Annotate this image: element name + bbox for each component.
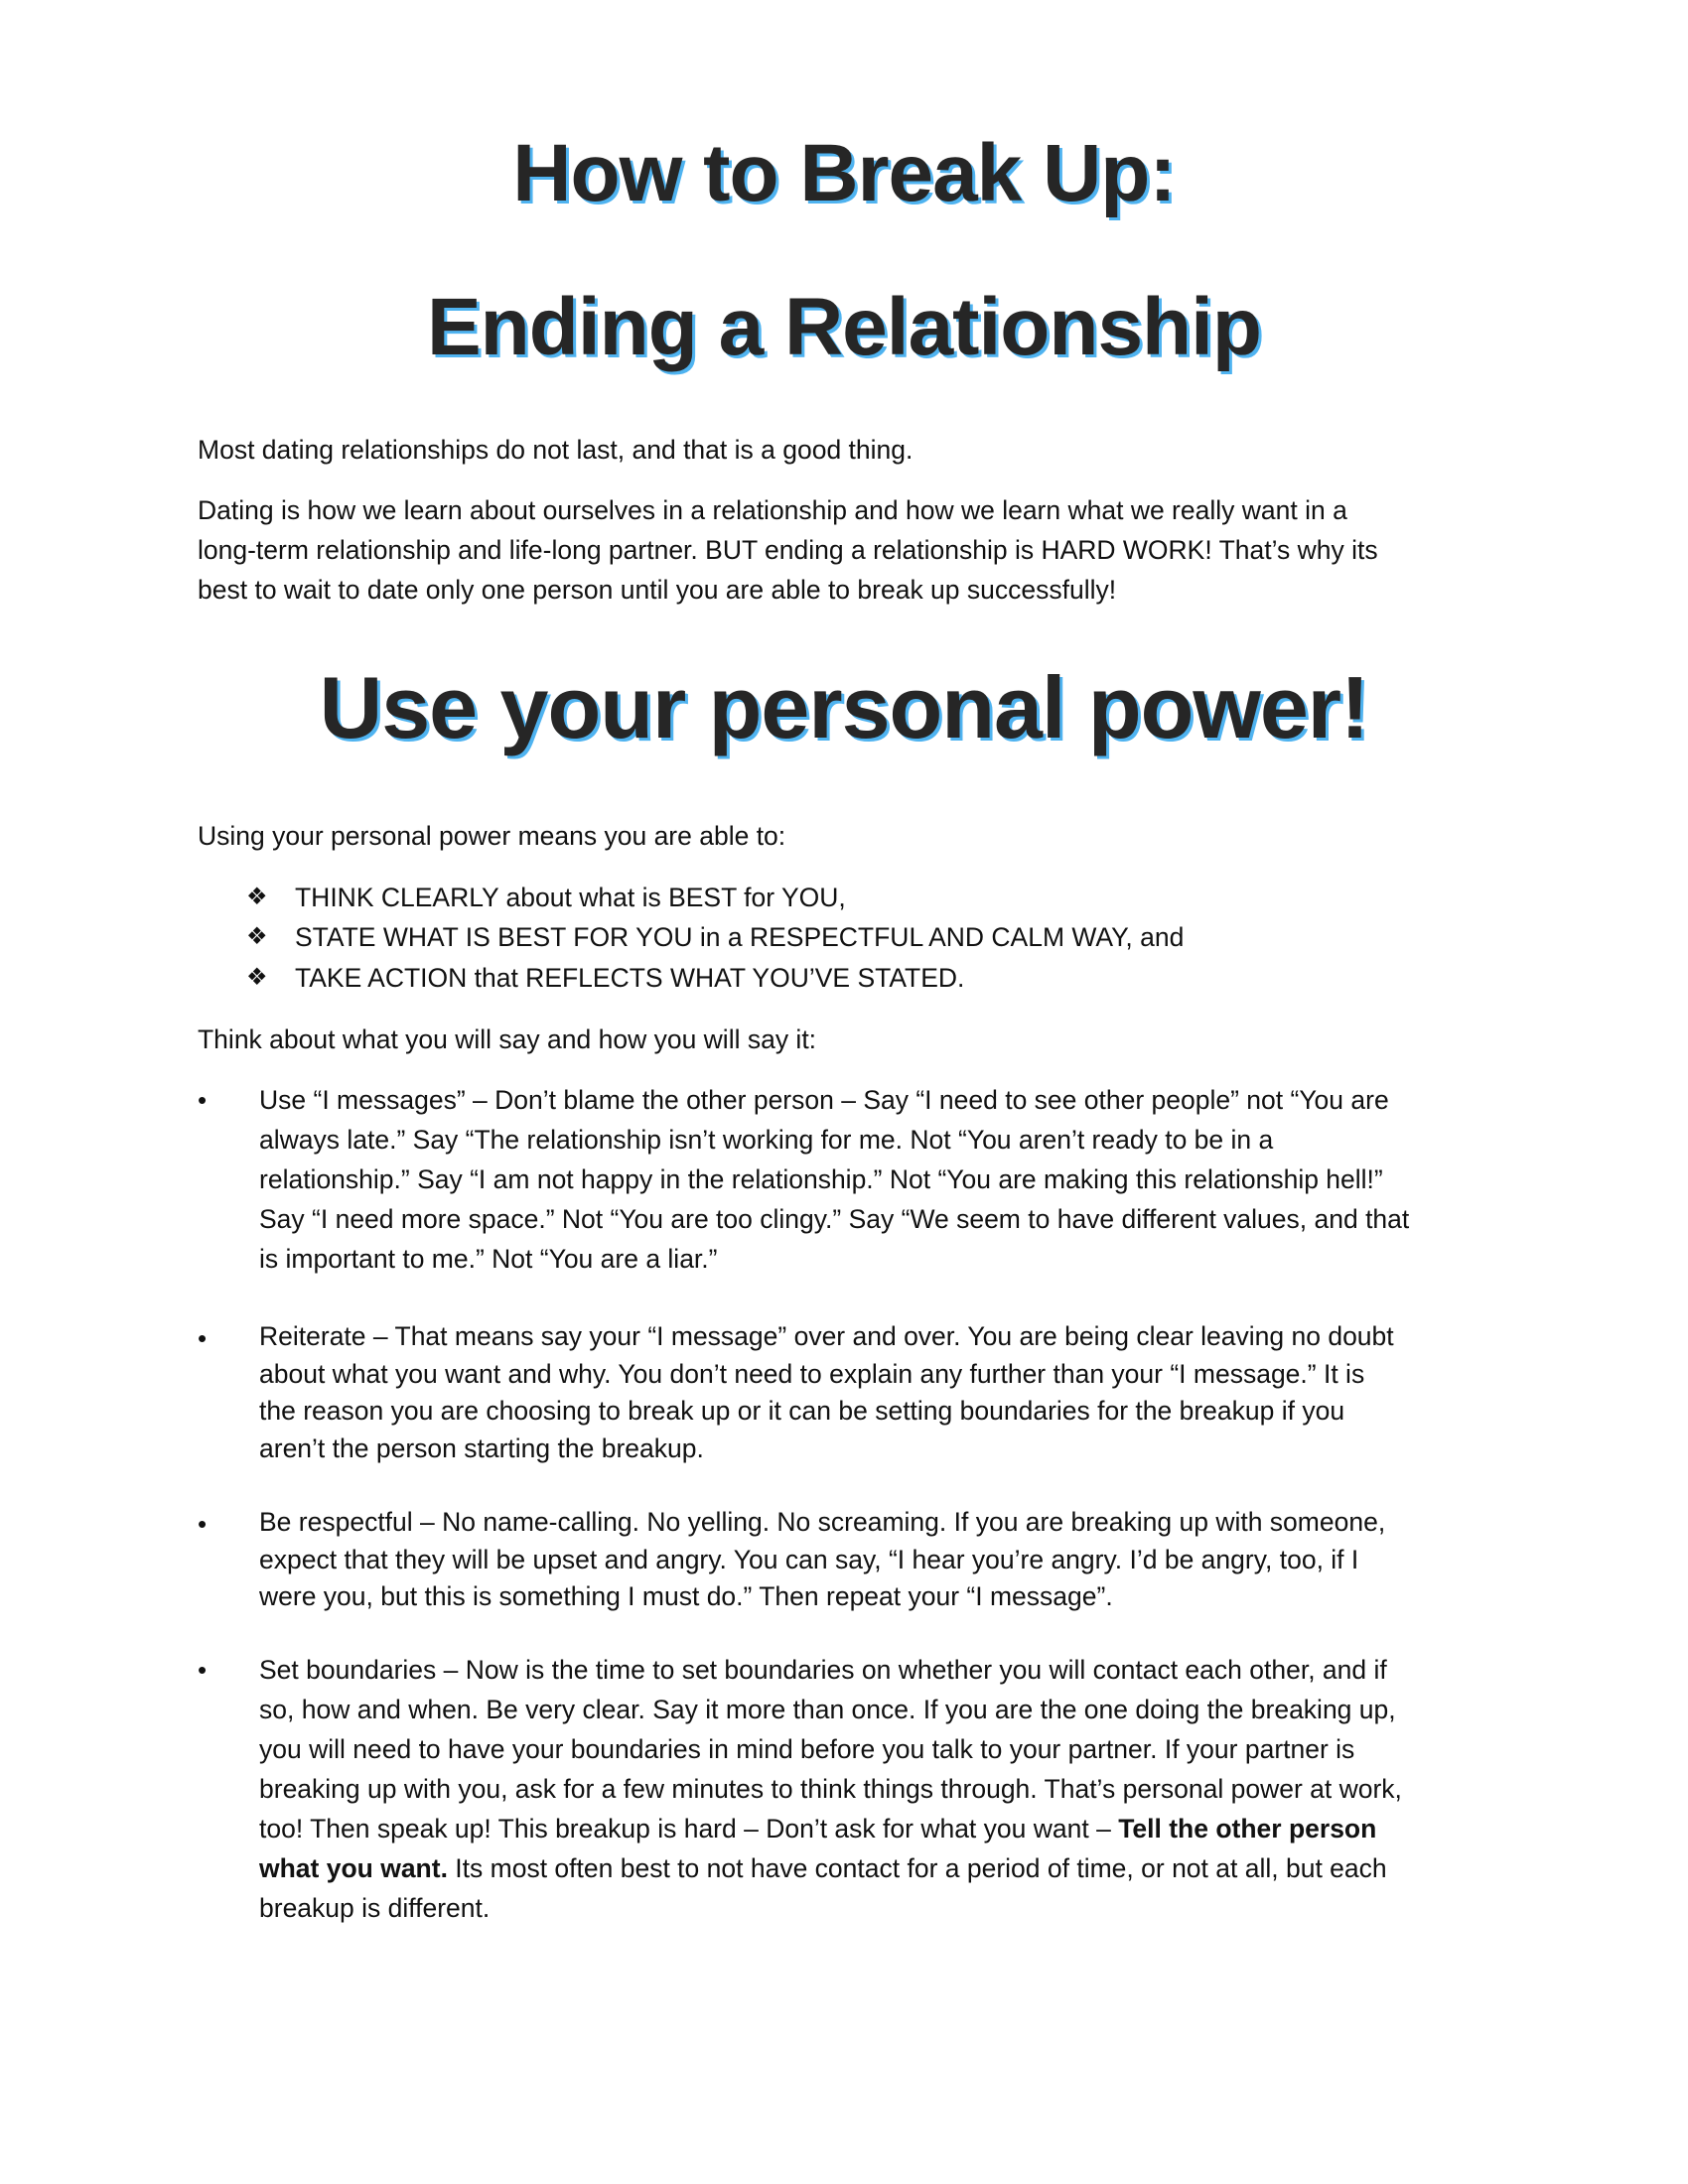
diamond-bullet-icon: ❖ (246, 884, 268, 910)
text-segment: too! Then speak up! This breakup is hard – Don’t ask for what you want – (259, 1814, 1119, 1843)
intro-paragraph-1: Most dating relationships do not last, and that is a good thing. (198, 435, 914, 465)
text-line: breaking up with you, ask for a few minutes to think things through. That’s personal power at work, (259, 1774, 1402, 1804)
text-line: is important to me.” Not “You are a liar.” (259, 1244, 718, 1274)
text-line: long-term relationship and life-long partner. BUT ending a relationship is HARD WORK! That’s why its (198, 535, 1378, 565)
text-line: were you, but this is something I must do.” Then repeat your “I message”. (259, 1581, 1113, 1611)
list-item-be-respectful (259, 1504, 1385, 1616)
diamond-bullet-icon: ❖ (246, 964, 268, 991)
text-line (259, 1848, 1402, 1888)
text-line: the reason you are choosing to break up or it can be setting boundaries for the breakup if you (259, 1396, 1345, 1426)
list-item-set-boundaries (259, 1650, 1402, 1928)
text-line: Set boundaries – Now is the time to set boundaries on whether you will contact each other, and if (259, 1655, 1387, 1685)
bullet-icon: • (198, 1509, 208, 1539)
text-line: so, how and when. Be very clear. Say it more than once. If you are the one doing the breaking up, (259, 1695, 1396, 1724)
text-line: relationship.” Say “I am not happy in the relationship.” Not “You are making this relationship hell!” (259, 1164, 1383, 1194)
power-item: TAKE ACTION that REFLECTS WHAT YOU’VE STATED. (295, 963, 965, 993)
text-line: you will need to have your boundaries in mind before you talk to your partner. If your partner is (259, 1734, 1355, 1764)
text-line: aren’t the person starting the breakup. (259, 1433, 704, 1463)
text-line: Dating is how we learn about ourselves in a relationship and how we learn what we really want in a (198, 495, 1347, 525)
bullet-icon: • (198, 1323, 208, 1353)
bold-emphasis: Tell the other person (1118, 1814, 1377, 1843)
power-lead: Using your personal power means you are able to: (198, 821, 786, 851)
text-line: Say “I need more space.” Not “You are too clingy.” Say “We seem to have different values, and that (259, 1204, 1410, 1234)
power-item: THINK CLEARLY about what is BEST for YOU, (295, 883, 846, 912)
list-item-i-messages (259, 1080, 1409, 1279)
text-segment: Its most often best to not have contact for a period of time, or not at all, but each (447, 1853, 1387, 1883)
text-line: breakup is different. (259, 1893, 491, 1923)
say-lead: Think about what you will say and how you will say it: (198, 1024, 817, 1054)
text-line: best to wait to date only one person until you are able to break up successfully! (198, 575, 1117, 605)
list-item-reiterate (259, 1318, 1394, 1467)
bullet-icon: • (198, 1655, 208, 1685)
diamond-bullet-icon: ❖ (246, 923, 268, 950)
document-title-line2: Ending a Relationship (426, 282, 1262, 372)
bullet-icon: • (198, 1085, 208, 1115)
power-item: STATE WHAT IS BEST FOR YOU in a RESPECTFUL AND CALM WAY, and (295, 922, 1185, 952)
text-line: expect that they will be upset and angry. You can say, “I hear you’re angry. I’d be angry, too, if I (259, 1544, 1359, 1574)
text-line: always late.” Say “The relationship isn’t working for me. Not “You aren’t ready to be in a (259, 1125, 1274, 1155)
text-line: Be respectful – No name-calling. No yelling. No screaming. If you are breaking up with someone, (259, 1507, 1386, 1537)
text-line: Reiterate – That means say your “I message” over and over. You are being clear leaving no doubt (259, 1321, 1394, 1351)
text-line: Use “I messages” – Don’t blame the other person – Say “I need to see other people” not “You are (259, 1085, 1389, 1115)
text-line: about what you want and why. You don’t need to explain any further than your “I message.” It is (259, 1358, 1365, 1389)
document-title-line1: How to Break Up: (512, 128, 1176, 218)
text-line (259, 1809, 1402, 1848)
section-heading: Use your personal power! (319, 658, 1369, 756)
bold-emphasis: what you want. (259, 1853, 448, 1883)
intro-paragraph-2 (198, 490, 1378, 610)
